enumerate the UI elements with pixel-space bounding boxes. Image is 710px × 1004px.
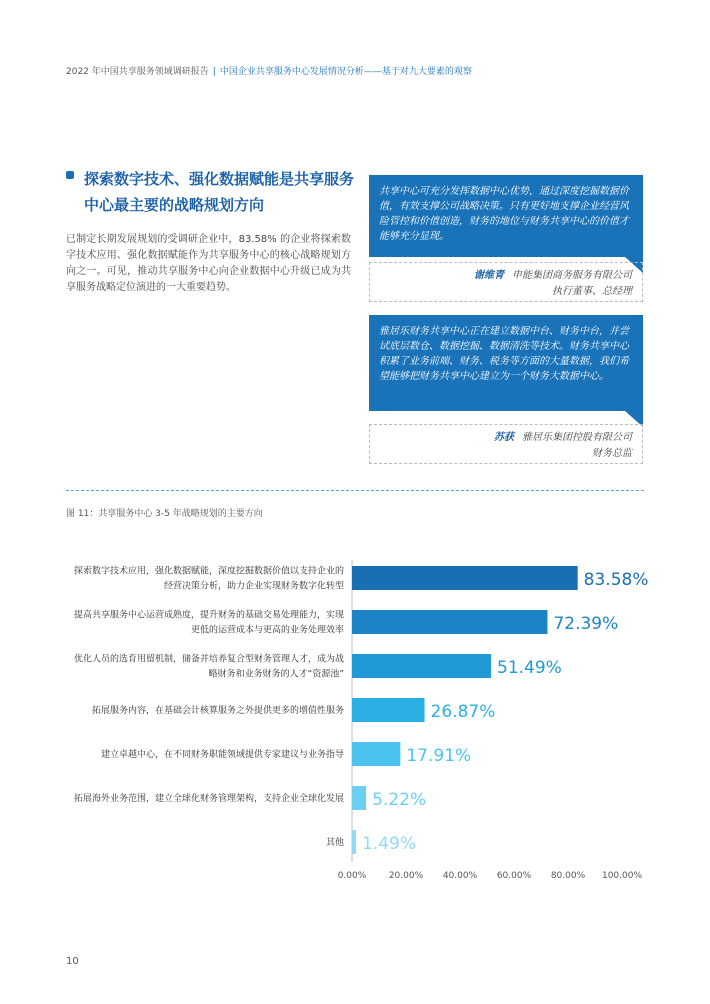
figure-caption: 图 11：共享服务中心 3-5 年战略规划的主要方向 [66,509,263,519]
x-tick-label-6: 100.00% [601,871,643,880]
category-label-1-line-1: 探索数字技术应用，强化数据赋能，深度挖掘数据价值以支持企业的 [73,566,344,577]
bar-value-label-4: 26.87% [430,702,496,722]
section-body: 已制定长期发展规划的受调研企业中，83.58% 的企业将探索数字技术应用、强化数据赋能作为共享服务中心的核心战略规划方向之一。可见，推动共享服务中心向企业数据中心升级已成为共享服务战略定位演进的一大重要趋势。 [66,234,351,293]
quote-text-2: 雅居乐财务共享中心正在建立数据中台、财务中台，并尝试底层数仓、数据挖掘、数据清洗等技术。财务共享中心积累了业务前端、财务、税务等方面的大量数据，我们希望能够把财务共享中心建立为一个财务大数据中心。 [379,326,629,382]
bar-value-label-3: 51.49% [497,658,562,678]
quote-name-2: 苏获 [494,432,514,443]
quote-box-2 [369,315,643,411]
bar-5 [352,742,400,766]
quote-title-1: 执行董事、总经理 [552,286,632,297]
x-tick-label-3: 40.00% [442,871,478,880]
bar-2 [352,610,547,634]
category-label-6: 拓展海外业务范围，建立全球化财务管理架构，支持企业全球化发展 [73,794,344,804]
bar-6 [352,786,366,810]
quote-attribution-1 [369,262,643,302]
x-tick-label-2: 20.00% [388,871,424,880]
bar-3 [352,654,491,678]
bar-4 [352,698,425,722]
x-tick-label-5: 80.00% [550,871,586,880]
category-label-1-line-2: 经营决策分析，助力企业实现财务数字化转型 [163,581,344,592]
page-header [66,64,472,77]
bar-value-label-2: 72.39% [553,614,619,634]
quote-attribution-2 [369,424,643,464]
section-title: 探索数字技术、强化数据赋能是共享服务中心最主要的战略规划方向 [84,170,355,214]
heading-bullet-icon [66,171,74,179]
quote-company-1: 申能集团商务服务有限公司 [512,270,632,281]
bar-value-label-7: 1.49% [362,834,417,854]
report-title: 2022 年中国共享服务领域调研报告 [66,67,209,77]
quote-text-1: 共享中心可充分发挥数据中心优势，通过深度挖掘数据价值，有效支撑公司战略决策。只有更好地支撑企业经营风险管控和价值创造，财务的地位与财务共享中心的价值才能够充分显现。 [379,186,629,242]
section-divider [66,490,644,491]
header-separator: | [212,67,216,77]
x-tick-label-1: 0.00% [337,871,367,880]
quote-company-2: 雅居乐集团控股有限公司 [522,432,632,443]
quote-name-1: 谢维青 [474,270,504,281]
category-label-5: 建立卓越中心，在不同财务职能领域提供专家建议与业务指导 [100,750,344,760]
category-label-2-line-2: 更低的运营成本与更高的业务处理效率 [190,625,344,636]
bar-value-label-5: 17.91% [406,746,472,766]
bar-value-label-6: 5.22% [372,790,427,810]
category-label-7: 其他 [325,838,344,848]
bar-1 [352,566,578,590]
category-label-2-line-1: 提高共享服务中心运营成熟度，提升财务的基础交易处理能力，实现 [73,610,344,621]
page-number: 10 [66,956,79,967]
category-label-3-line-2: 略财务和业务财务的人才“资源池” [208,669,344,680]
quote-box-1 [369,175,643,257]
header-subtitle: 中国企业共享服务中心发展情况分析——基于对九大要素的观察 [219,67,472,77]
bar-value-label-1: 83.58% [583,570,649,590]
x-tick-label-4: 60.00% [496,871,532,880]
category-label-4: 拓展服务内容，在基础会计核算服务之外提供更多的增值性服务 [91,706,344,716]
section-heading [66,166,356,218]
bar-7 [352,830,356,854]
quote-title-2: 财务总监 [592,448,632,459]
category-label-3-line-1: 优化人员的选育用留机制，储备并培养复合型财务管理人才，成为战 [73,654,344,665]
bar-chart [0,540,710,880]
